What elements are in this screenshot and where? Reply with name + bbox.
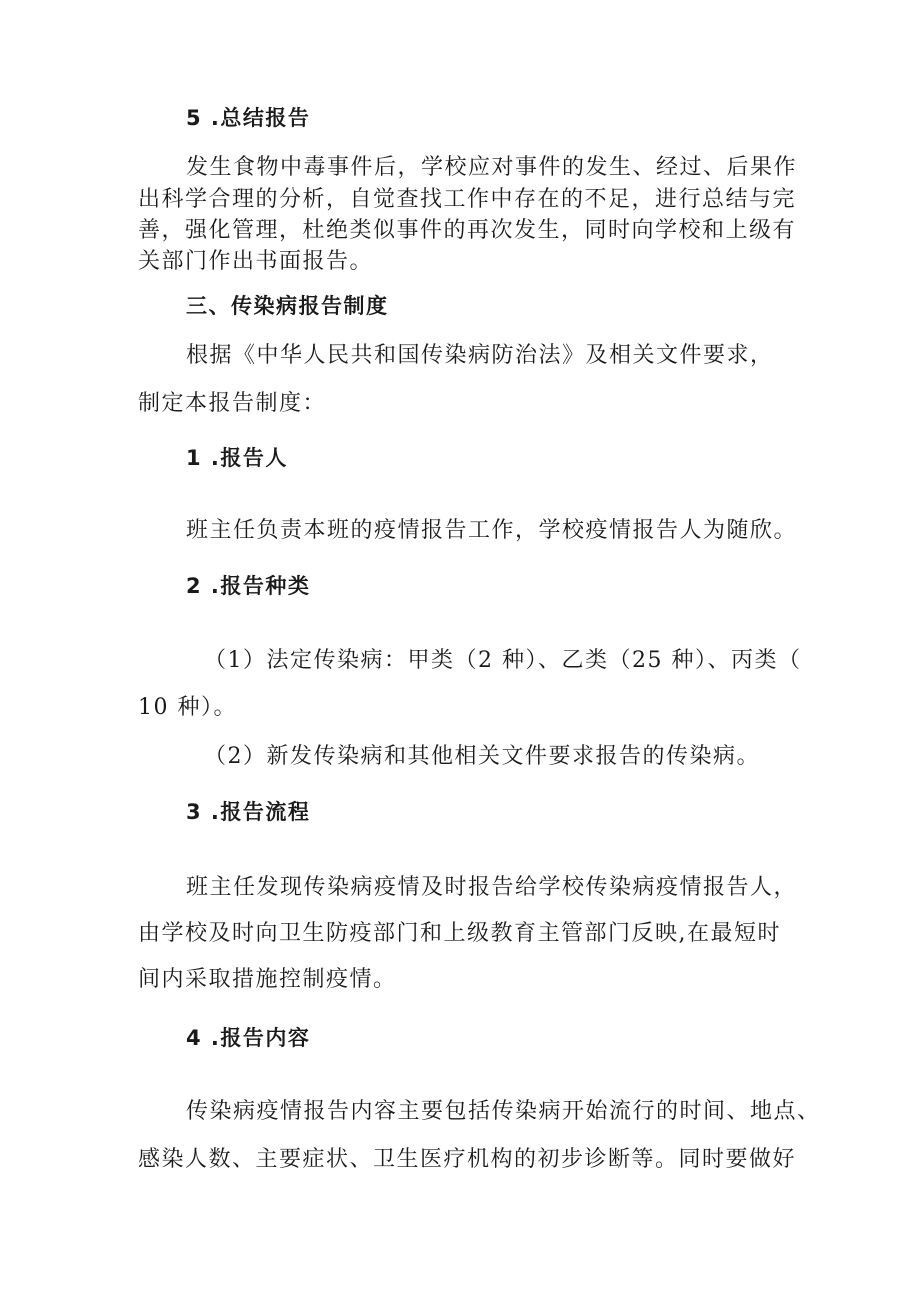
paragraph-line: 善，强化管理，杜绝类似事件的再次发生，同时向学校和上级有 <box>138 218 797 243</box>
section-3-heading: 三、传染病报告制度 <box>186 294 389 318</box>
paragraph-line: 10 种）。 <box>138 695 237 720</box>
paragraph-line: 感染人数、主要症状、卫生医疗机构的初步诊断等。同时要做好 <box>138 1147 797 1172</box>
paragraph-line: 间内采取措施控制疫情。 <box>138 967 397 992</box>
paragraph-line: 关部门作出书面报告。 <box>138 249 374 274</box>
paragraph-line: 由学校及时向卫生防疫部门和上级教育主管部门反映,在最短时 <box>138 921 781 946</box>
paragraph-line: 发生食物中毒事件后，学校应对事件的发生、经过、后果作 <box>186 155 798 180</box>
paragraph-line: 传染病疫情报告内容主要包括传染病开始流行的时间、地点、 <box>186 1099 821 1124</box>
paragraph-line: （1）法定传染病：甲类（2 种）、乙类（25 种）、丙类（ <box>204 648 802 673</box>
paragraph-line: 制定本报告制度： <box>138 391 327 416</box>
paragraph-line: 根据《中华人民共和国传染病防治法》及相关文件要求， <box>186 343 774 368</box>
section-5-heading: 5 .总结报告 <box>186 106 311 130</box>
item-1-heading: 1 .报告人 <box>186 446 288 470</box>
item-1-text: 班主任负责本班的疫情报告工作，学校疫情报告人为随欣。 <box>186 518 798 543</box>
item-2-heading: 2 .报告种类 <box>186 574 311 598</box>
item-3-heading: 3 .报告流程 <box>186 800 311 824</box>
item-2-sub-2: （2）新发传染病和其他相关文件要求报告的传染病。 <box>204 744 760 769</box>
item-4-heading: 4 .报告内容 <box>186 1026 311 1050</box>
paragraph-line: 出科学合理的分析，自觉查找工作中存在的不足，进行总结与完 <box>138 187 797 212</box>
paragraph-line: 班主任发现传染病疫情及时报告给学校传染病疫情报告人， <box>186 875 798 900</box>
